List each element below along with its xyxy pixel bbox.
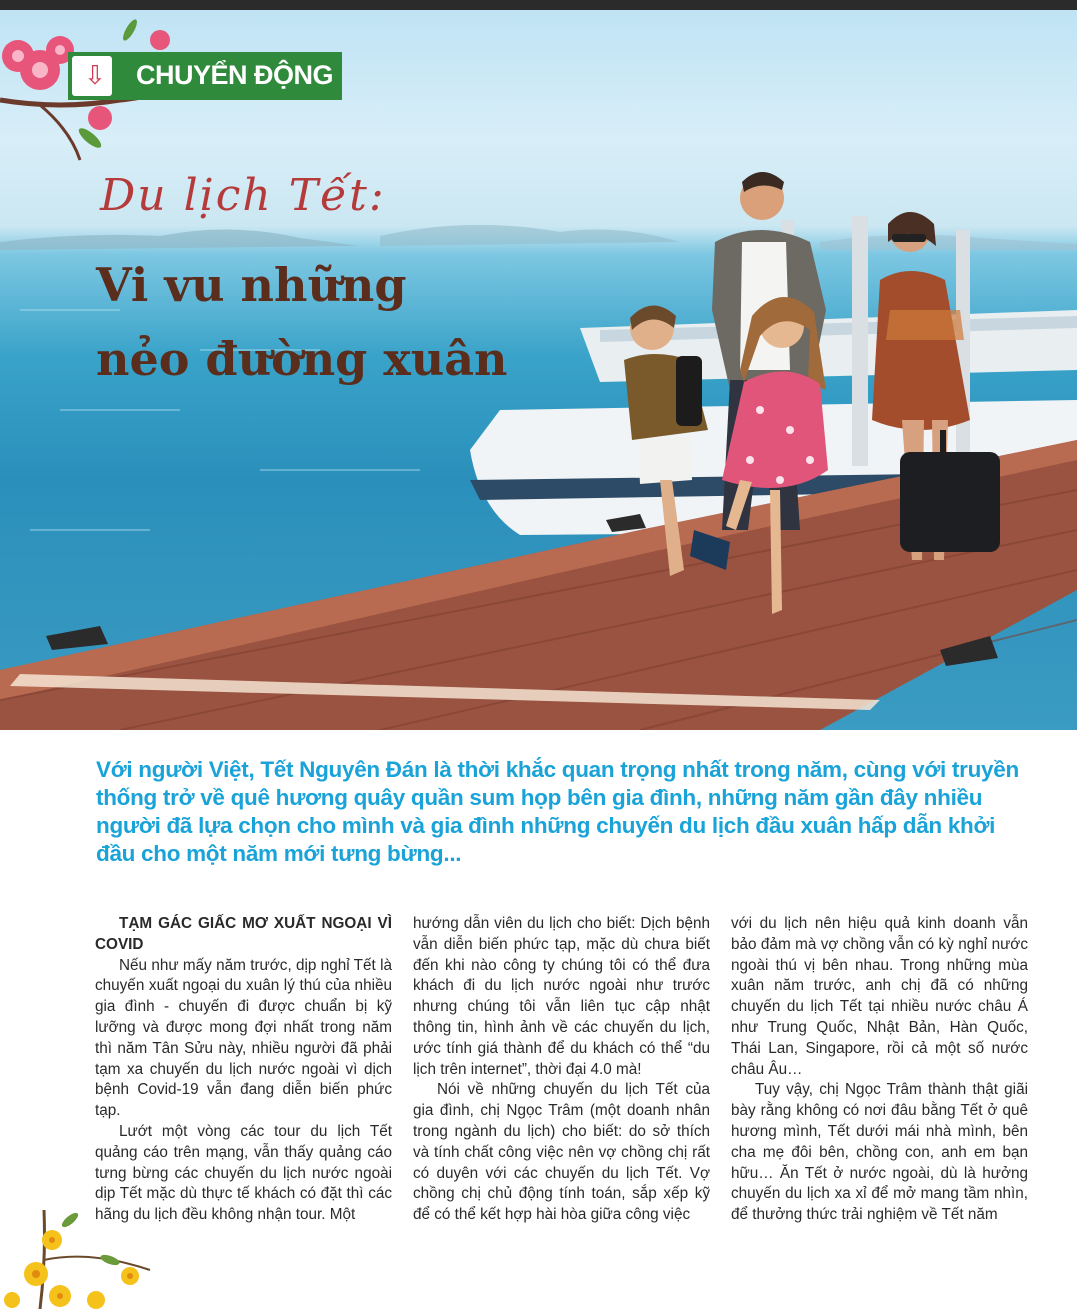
section-subhead: TẠM GÁC GIẤC MƠ XUẤT NGOẠI VÌ COVID [95,915,392,953]
section-icon-box [72,56,112,96]
article-headline [96,248,616,396]
body-column-2 [413,914,710,1226]
lead-paragraph: Với người Việt, Tết Nguyên Đán là thời khắc quan trọng nhất trong năm, cùng với truyền thống trở về quê hương quây quần sum họp bên gia đình, những năm gần đây nhiều người đã lựa chọn cho mình và gia đình những chuyến du lịch đầu xuân hấp dẫn khởi đầu cho một năm mới tưng bừng... [96,757,1019,866]
article-kicker: Du lịch Tết: [100,170,386,221]
body-paragraph: Tuy vậy, chị Ngọc Trâm thành thật giãi bày rằng không có nơi đâu bằng Tết ở quê hương mình, Tết dưới mái nhà mình, bên cha mẹ đôi bên, chồng con, anh em bạn hữu… Ăn Tết ở nước ngoài, dù là hưởng chuyến du lịch xa xỉ để mở mang tầm nhìn, để thưởng thức trải nghiệm về Tết năm [731,1081,1028,1224]
body-paragraph: Nói về những chuyến du lịch Tết của gia đình, chị Ngọc Trâm (một doanh nhân trong ngành du lịch) cho biết: do sở thích và tính chất công việc nên vợ chồng chị rất có duyên với các chuyến du lịch Tết. Vợ chồng chị chủ động tính toán, sắp xếp kỹ để có thể kết hợp hài hòa giữa công việc [413,1081,710,1224]
down-arrow-icon: ⇩ [84,61,106,91]
body-column-3 [731,914,1028,1226]
apricot-blossom-decoration [0,1200,170,1309]
section-label: CHUYỂN ĐỘNG [136,60,334,90]
headline-line-2: nẻo đường xuân [96,332,508,386]
section-tag [68,52,342,100]
body-paragraph: hướng dẫn viên du lịch cho biết: Dịch bệnh vẫn diễn biến phức tạp, mặc dù chưa biết đến khi nào công ty chúng tôi có thể đưa khách đi du lịch nước ngoài như trước nhưng chúng tôi vẫn liên tục cập nhật thông tin, hình ảnh về các chuyến du lịch, ước tính giá thành để du khách có thể “du lịch trên internet”, thời đại 4.0 mà! [413,915,710,1078]
body-paragraph: với du lịch nên hiệu quả kinh doanh vẫn bảo đảm mà vợ chồng vẫn có kỳ nghỉ nước ngoài thú vị bên nhau. Trong những mùa xuân năm trước, anh chị đã có những chuyến du lịch Tết tại nhiều nước châu Á như Trung Quốc, Nhật Bản, Hàn Quốc, Thái Lan, Singapore, rồi cả một số nước châu Âu… [731,915,1028,1078]
body-paragraph: Nếu như mấy năm trước, dịp nghỉ Tết là chuyến xuất ngoại du xuân lý thú của nhiều gia đình - chuyến đi được chuẩn bị kỹ lưỡng và được mong đợi nhất trong năm thì năm Tân Sửu này, nhiều người đã phải tạm xa chuyến du lịch nước ngoài vì dịch bệnh Covid-19 vẫn đang diễn biến phức tạp. [95,956,392,1120]
body-paragraph: Lướt một vòng các tour du lịch Tết quảng cáo trên mạng, vẫn thấy quảng cáo tưng bừng các chuyến du lịch nước ngoài dịp Tết mặc dù thực tế khách có đặt thì các hãng du lịch đều không nhận tour. Một [95,1122,392,1224]
headline-line-1: Vi vu những [96,258,407,312]
top-strip [0,0,1077,10]
body-column-1 [95,914,392,1226]
